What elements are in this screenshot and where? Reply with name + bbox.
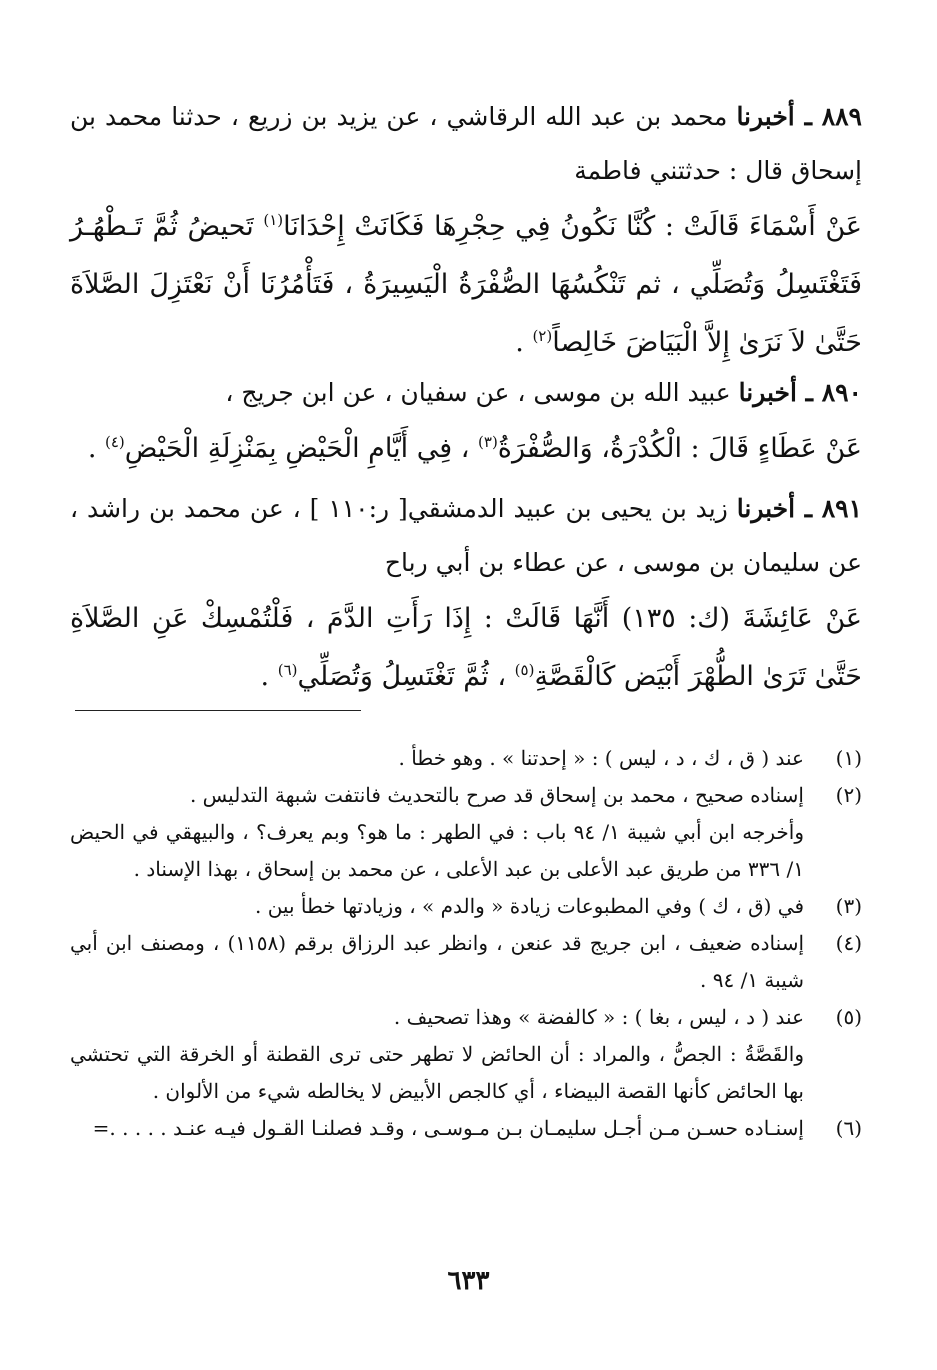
- hadith-isnad: ٨٨٩ ـ أخبرنا محمد بن عبد الله الرقاشي ، عن يزيد بن زريع ، حدثنا محمد بن إسحاق قال : حدثتني فاطمة: [70, 102, 862, 185]
- hadith-matn: [70, 198, 862, 372]
- footnote-text: إسناده صحيح ، محمد بن إسحاق قد صرح بالتحديث فانتفت شبهة التدليس .: [189, 783, 804, 807]
- footnote-text: عند ( د ، ليس ، بغا ) : « كالفضة » وهذا تصحيف .: [393, 1005, 804, 1029]
- footnote-ref: (٣): [478, 433, 498, 451]
- footnote-text: والقَصَّةُ : الجصُّ ، والمراد : أن الحائض لا تطهر حتى ترى القطنة أو الخرقة التي تحتشي بها الحائض كأنها القصة البيضاء ، أي كالجص الأبيض لا يخالطه شيء من الألوان .: [70, 1042, 804, 1103]
- matn-end: .: [260, 661, 278, 692]
- footnote-ref: (٦): [277, 661, 298, 679]
- footnote-ref: (٥): [514, 661, 535, 679]
- footnote-number: (٦): [835, 1116, 862, 1140]
- footnote-2: [70, 777, 862, 888]
- footnote-ref: (٤): [105, 433, 125, 451]
- hadith-matn: [70, 590, 862, 706]
- footnote-ref: (١): [263, 211, 284, 229]
- footnote-text: إسنـاده حسـن مـن أجـل سليمـان بـن مـوسـى ، وقـد فصلنـا القـول فيـه عنـد . . . . .=: [92, 1116, 804, 1140]
- footnote-ref: (٢): [532, 327, 553, 345]
- hadith-number: ٨٩٠: [821, 378, 862, 407]
- akhbarana-label: أخبرنا: [738, 378, 797, 407]
- matn-end: .: [87, 433, 105, 464]
- page-number: ٦٣٣: [447, 1266, 490, 1296]
- hadith-890: [70, 366, 862, 478]
- footnote-6: [70, 1110, 862, 1147]
- hadith-number: ٨٩١: [821, 494, 863, 523]
- hadith-number: ٨٨٩: [821, 102, 862, 131]
- footnote-number: (١): [835, 746, 862, 770]
- isnad-text: محمد بن عبد الله الرقاشي ، عن يزيد بن زريع ، حدثنا محمد بن إسحاق قال : حدثتني فاطمة: [70, 102, 862, 185]
- footnote-text: إسناده ضعيف ، ابن جريج قد عنعن ، وانظر عبد الرزاق برقم (١١٥٨) ، ومصنف ابن أبي شيبة ١/ ٩٤ .: [70, 931, 805, 992]
- akhbarana-label: أخبرنا: [736, 494, 796, 523]
- matn-text: عَنْ عَطَاءٍ قَالَ : الْكُدْرَةُ، وَالصُّفْرَةُ: [497, 433, 862, 464]
- matn-text: عَنْ أَسْمَاءَ قَالَتْ : كُنَّا نَكُونُ فِي حِجْرِهَا فَكَانَتْ إِحْدَانَا: [283, 211, 862, 242]
- matn-text: ، فِي أَيَّامِ الْحَيْضِ بِمَنْزِلَةِ الْحَيْضِ: [124, 433, 470, 464]
- footnote-number: (٣): [835, 894, 862, 918]
- matn-text: عَنْ عَائِشَةَ (ك: ١٣٥) أَنَّهَا قَالَتْ : إِذَا رَأَتِ الدَّمَ ، فَلْتُمْسِكْ عَنِ الصَّلاَةِ حَتَّىٰ تَرَىٰ الطُّهْرَ أَبْيَض كَالْقَصَّةِ: [70, 603, 862, 692]
- matn-text: ، ثُمَّ تَغْتَسِلُ وَتُصَلِّي: [297, 661, 507, 692]
- footnote-number: (٥): [835, 1005, 862, 1029]
- footnotes: [70, 740, 862, 1147]
- matn-text: تَحيضُ ثُمَّ تَـطْهُـرُ فَتَغْتَسِلُ وَتُصَلِّي ، ثم تَنْكُسُهَا الصُّفْرَةُ الْيَسِيرَةُ ، فَتَأْمُرُنَا أَنْ نَعْتَزِلَ الصَّلاَةَ حَتَّىٰ لاَ نَرَىٰ إِلاَّ الْبَيَاضَ خَالِصاً: [70, 211, 862, 358]
- isnad-text: زيد بن يحيى بن عبيد الدمشقي[ ر:١١٠ ] ، عن محمد بن راشد ، عن سليمان بن موسى ، عن عطاء بن أبي رباح: [70, 494, 862, 577]
- hadith-matn: [70, 420, 862, 478]
- footnote-text: عند ( ق ، ك ، د ، ليس ) : « إحدتنا » . وهو خطأ .: [398, 746, 804, 770]
- footnote-1: [70, 740, 862, 777]
- hadith-isnad: ٨٩١ ـ أخبرنا زيد بن يحيى بن عبيد الدمشقي[ ر:١١٠ ] ، عن محمد بن راشد ، عن سليمان بن موسى ، عن عطاء بن أبي رباح: [70, 494, 863, 577]
- footnote-number: (٤): [835, 931, 862, 955]
- hadith-889: [70, 90, 862, 372]
- footnote-text: وأخرجه ابن أبي شيبة ١/ ٩٤ باب : في الطهر : ما هو؟ وبم يعرف؟ ، والبيهقي في الحيض ١/ ٣٣٦ من طريق عبد الأعلى بن عبد الأعلى ، عن محمد بن إسحاق ، بهذا الإسناد .: [70, 820, 804, 881]
- hadith-891: [70, 482, 862, 706]
- footnote-3: [70, 888, 862, 925]
- hadith-isnad: ٨٩٠ ـ أخبرنا عبيد الله بن موسى ، عن سفيان ، عن ابن جريج ،: [225, 378, 862, 407]
- matn-end: .: [515, 327, 533, 358]
- isnad-text: عبيد الله بن موسى ، عن سفيان ، عن ابن جريج ،: [225, 378, 731, 407]
- akhbarana-label: أخبرنا: [736, 102, 795, 131]
- footnote-text: في (ق ، ك ) وفي المطبوعات زيادة « والدم » ، وزيادتها خطأ بين .: [254, 894, 804, 918]
- footnote-5: [70, 999, 862, 1110]
- footnote-4: [70, 925, 862, 999]
- footnote-separator: [75, 710, 361, 711]
- footnote-number: (٢): [835, 783, 862, 807]
